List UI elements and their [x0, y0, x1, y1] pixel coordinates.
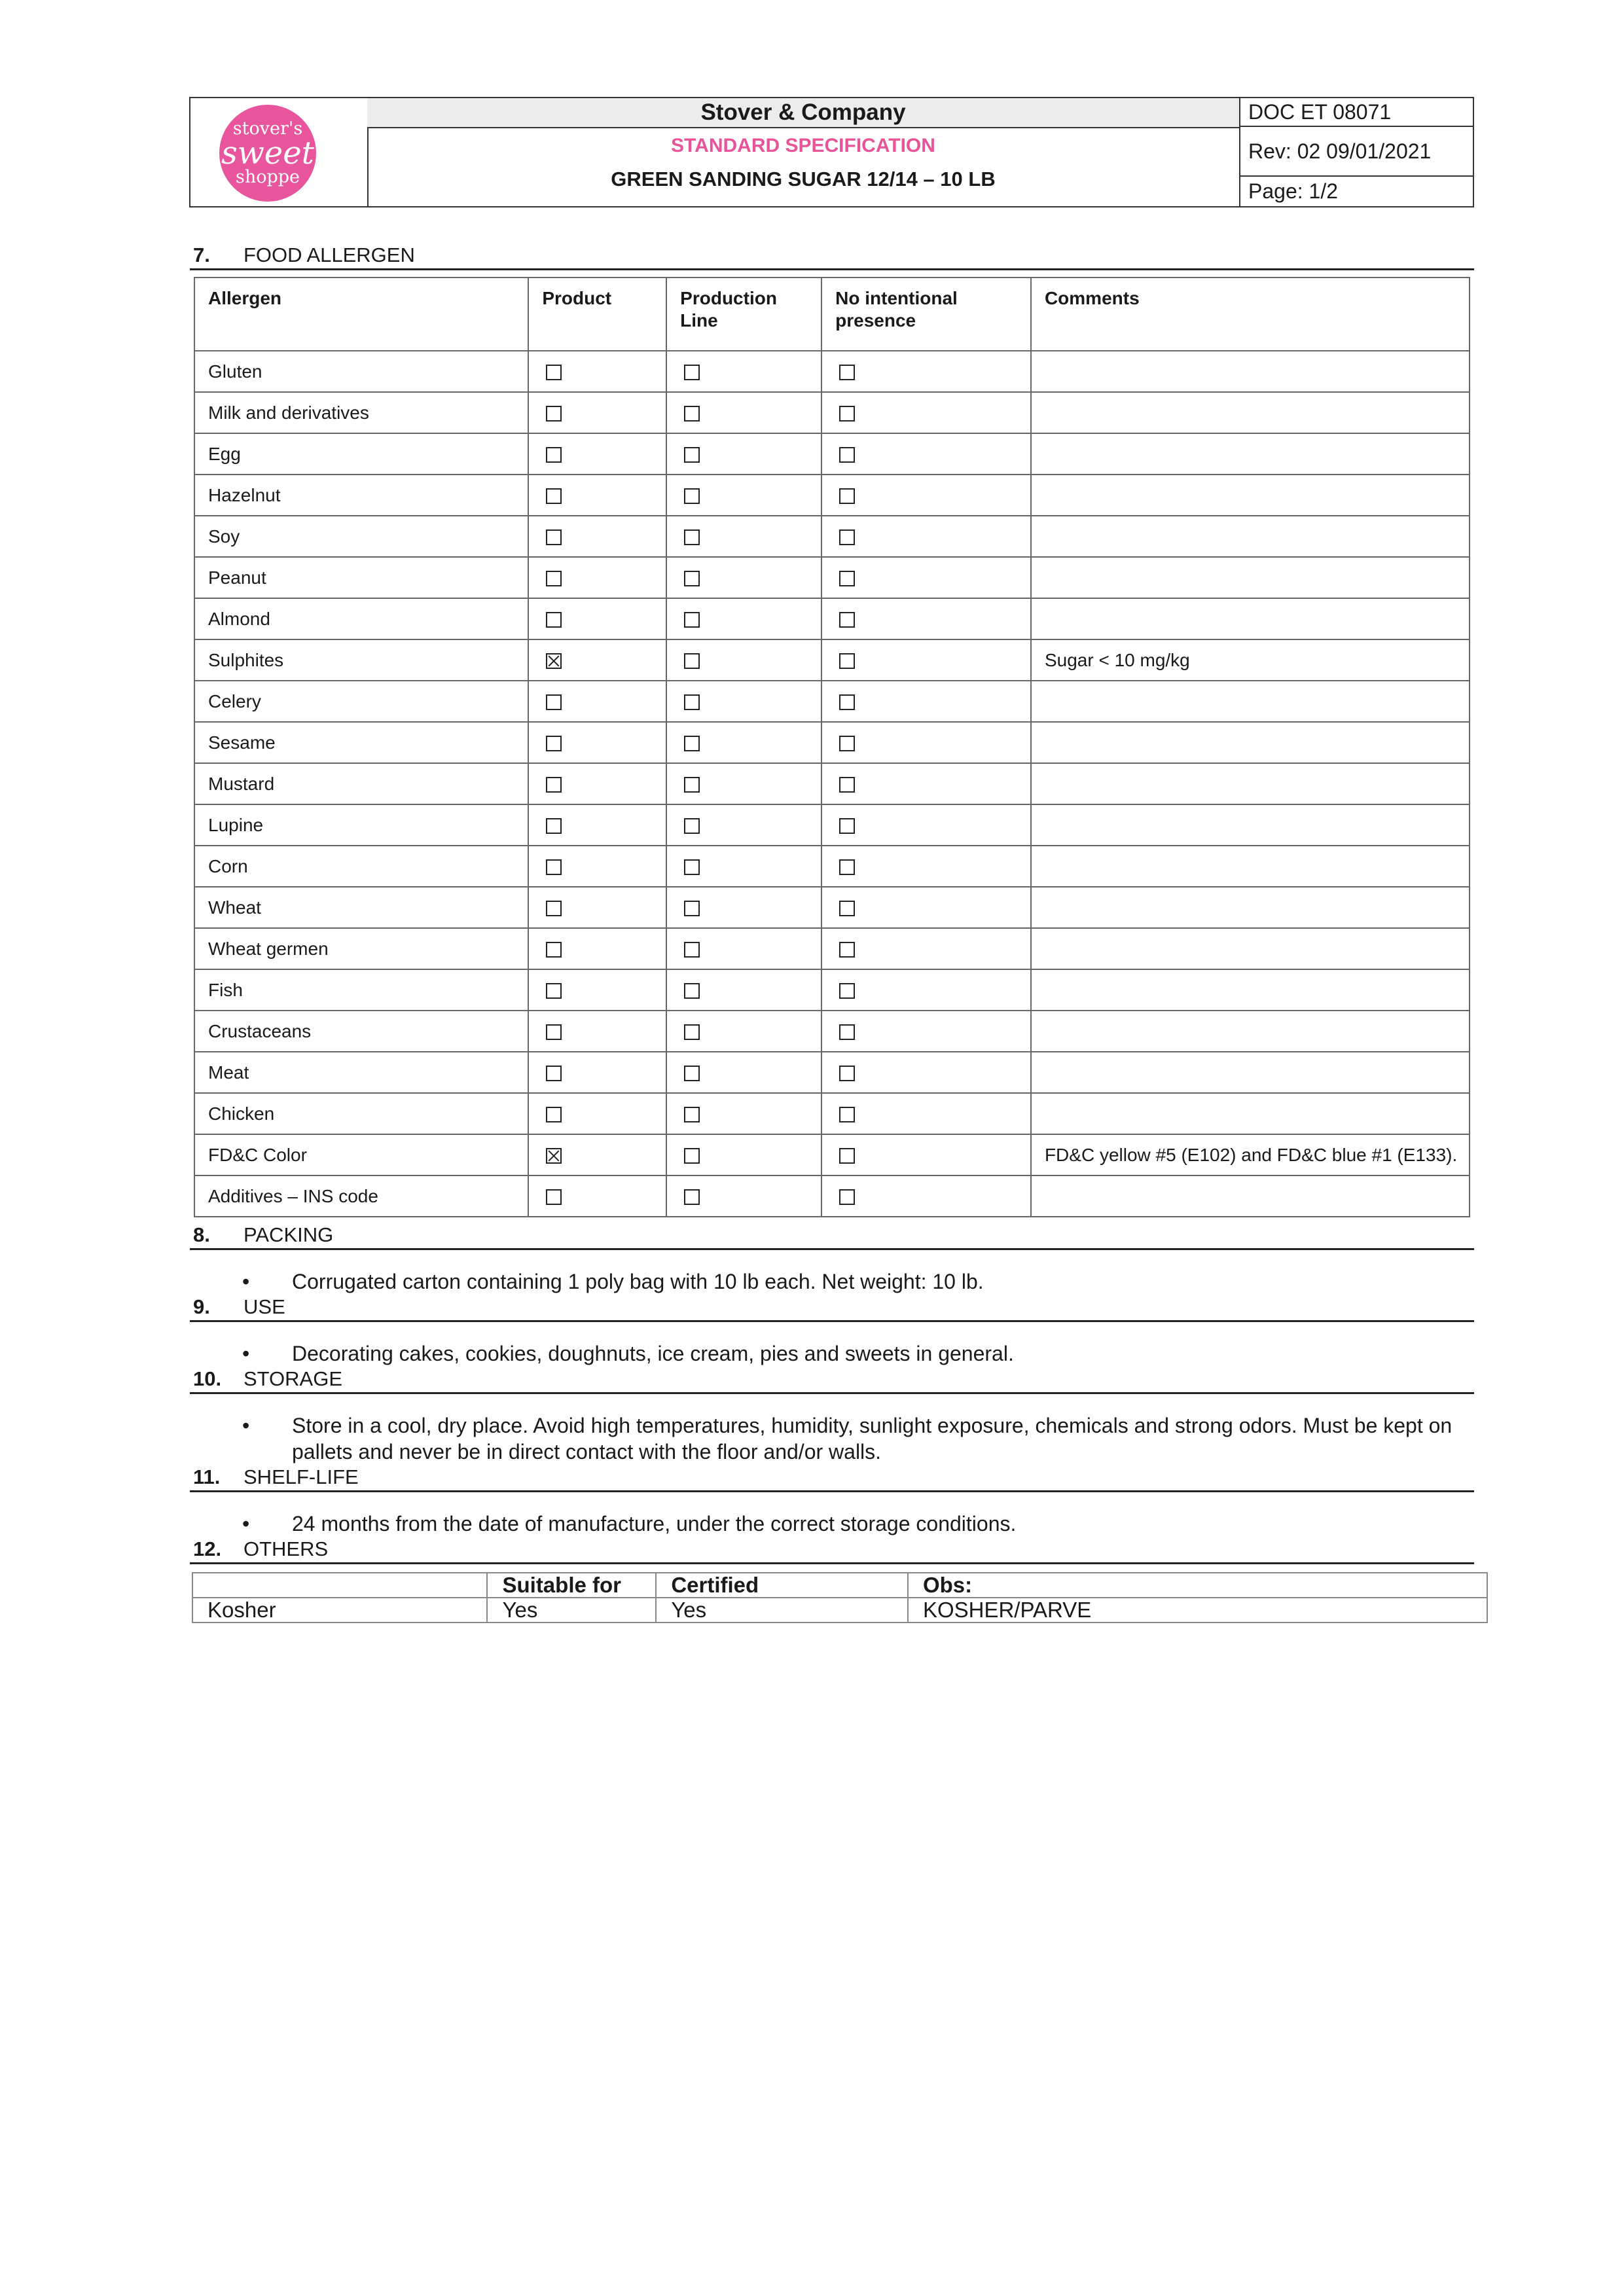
production-line-cell	[666, 1175, 821, 1217]
product-cell	[528, 639, 666, 681]
production-line-checkbox-unchecked[interactable]	[684, 571, 700, 586]
section-heading-storage	[190, 1367, 1474, 1394]
allergen-row	[194, 1011, 1470, 1052]
no-intentional-presence-cell	[821, 763, 1031, 804]
packing-bullet	[242, 1268, 1473, 1295]
allergen-comment	[1031, 681, 1470, 722]
product-cell	[528, 598, 666, 639]
allergen-comment	[1031, 887, 1470, 928]
no-intentional-presence-checkbox-unchecked[interactable]	[839, 736, 855, 751]
allergen-row	[194, 1134, 1470, 1175]
production-line-checkbox-unchecked[interactable]	[684, 983, 700, 999]
section-title: USE	[244, 1295, 285, 1318]
allergen-comment	[1031, 763, 1470, 804]
section-title: SHELF-LIFE	[244, 1465, 359, 1488]
bullet-glyph: •	[242, 1414, 250, 1437]
allergen-row	[194, 722, 1470, 763]
allergen-name: Sulphites	[194, 639, 528, 681]
production-line-cell	[666, 722, 821, 763]
header-comments: Comments	[1031, 278, 1470, 351]
section-number: 12.	[193, 1537, 222, 1560]
allergen-row	[194, 1093, 1470, 1134]
production-line-checkbox-unchecked[interactable]	[684, 488, 700, 504]
product-checkbox-unchecked[interactable]	[546, 571, 562, 586]
no-intentional-presence-cell	[821, 639, 1031, 681]
allergen-comment	[1031, 1052, 1470, 1093]
allergen-row	[194, 598, 1470, 639]
production-line-checkbox-unchecked[interactable]	[684, 1066, 700, 1081]
no-intentional-presence-checkbox-unchecked[interactable]	[839, 694, 855, 710]
production-line-cell	[666, 969, 821, 1011]
product-name: GREEN SANDING SUGAR 12/14 – 10 LB	[611, 168, 996, 190]
product-cell	[528, 1093, 666, 1134]
others-header-row	[192, 1573, 1487, 1598]
allergen-name: Lupine	[194, 804, 528, 846]
product-cell	[528, 681, 666, 722]
shelf-life-bullet	[242, 1511, 1473, 1537]
product-checkbox-checked[interactable]	[546, 1148, 562, 1164]
product-cell	[528, 1011, 666, 1052]
allergen-row	[194, 557, 1470, 598]
others-header-suitable: Suitable for	[487, 1573, 656, 1598]
allergen-row	[194, 1052, 1470, 1093]
no-intentional-presence-cell	[821, 681, 1031, 722]
allergen-name: Peanut	[194, 557, 528, 598]
product-checkbox-unchecked[interactable]	[546, 365, 562, 380]
no-intentional-presence-checkbox-unchecked[interactable]	[839, 1107, 855, 1122]
allergen-comment: FD&C yellow #5 (E102) and FD&C blue #1 (E133).	[1031, 1134, 1470, 1175]
product-cell	[528, 475, 666, 516]
no-intentional-presence-cell	[821, 846, 1031, 887]
product-cell	[528, 887, 666, 928]
product-cell	[528, 433, 666, 475]
no-intentional-presence-checkbox-unchecked[interactable]	[839, 1024, 855, 1040]
production-line-cell	[666, 557, 821, 598]
allergen-comment	[1031, 475, 1470, 516]
no-intentional-presence-cell	[821, 804, 1031, 846]
storage-bullet	[242, 1412, 1473, 1465]
allergen-row	[194, 433, 1470, 475]
allergen-row	[194, 928, 1470, 969]
product-checkbox-unchecked[interactable]	[546, 529, 562, 545]
production-line-checkbox-unchecked[interactable]	[684, 447, 700, 463]
product-checkbox-unchecked[interactable]	[546, 488, 562, 504]
no-intentional-presence-checkbox-unchecked[interactable]	[839, 777, 855, 793]
allergen-row	[194, 351, 1470, 392]
production-line-checkbox-unchecked[interactable]	[684, 529, 700, 545]
spec-label: STANDARD SPECIFICATION	[671, 135, 935, 156]
product-checkbox-unchecked[interactable]	[546, 1107, 562, 1122]
product-cell	[528, 846, 666, 887]
allergen-name: Wheat germen	[194, 928, 528, 969]
others-cell-obs: KOSHER/PARVE	[908, 1598, 1487, 1623]
production-line-cell	[666, 887, 821, 928]
product-cell	[528, 1175, 666, 1217]
no-intentional-presence-checkbox-unchecked[interactable]	[839, 901, 855, 916]
no-intentional-presence-checkbox-unchecked[interactable]	[839, 859, 855, 875]
product-cell	[528, 763, 666, 804]
product-checkbox-unchecked[interactable]	[546, 777, 562, 793]
production-line-checkbox-unchecked[interactable]	[684, 1189, 700, 1205]
production-line-cell	[666, 763, 821, 804]
production-line-checkbox-unchecked[interactable]	[684, 1148, 700, 1164]
logo-line-2: sweet	[221, 135, 314, 171]
production-line-checkbox-unchecked[interactable]	[684, 901, 700, 916]
no-intentional-presence-cell	[821, 887, 1031, 928]
product-checkbox-unchecked[interactable]	[546, 901, 562, 916]
no-intentional-presence-cell	[821, 969, 1031, 1011]
no-intentional-presence-cell	[821, 516, 1031, 557]
allergen-row	[194, 887, 1470, 928]
bullet-glyph: •	[242, 1342, 250, 1365]
no-intentional-presence-cell	[821, 1134, 1031, 1175]
production-line-cell	[666, 804, 821, 846]
company-name: Stover & Company	[367, 98, 1239, 128]
production-line-cell	[666, 928, 821, 969]
use-bullet	[242, 1340, 1473, 1367]
bullet-glyph: •	[242, 1270, 250, 1293]
product-cell	[528, 516, 666, 557]
allergen-comment	[1031, 1011, 1470, 1052]
no-intentional-presence-checkbox-unchecked[interactable]	[839, 653, 855, 669]
production-line-cell	[666, 1134, 821, 1175]
no-intentional-presence-checkbox-unchecked[interactable]	[839, 942, 855, 958]
no-intentional-presence-checkbox-unchecked[interactable]	[839, 488, 855, 504]
no-intentional-presence-checkbox-unchecked[interactable]	[839, 818, 855, 834]
revision: Rev: 02 09/01/2021	[1239, 127, 1473, 177]
no-intentional-presence-cell	[821, 475, 1031, 516]
product-cell	[528, 351, 666, 392]
production-line-cell	[666, 681, 821, 722]
allergen-comment	[1031, 846, 1470, 887]
no-intentional-presence-checkbox-unchecked[interactable]	[839, 406, 855, 422]
allergen-name: Additives – INS code	[194, 1175, 528, 1217]
allergen-comment	[1031, 928, 1470, 969]
production-line-checkbox-unchecked[interactable]	[684, 1107, 700, 1122]
others-cell-name: Kosher	[192, 1598, 487, 1623]
no-intentional-presence-cell	[821, 722, 1031, 763]
production-line-cell	[666, 433, 821, 475]
allergen-name: Celery	[194, 681, 528, 722]
no-intentional-presence-checkbox-unchecked[interactable]	[839, 447, 855, 463]
others-table	[192, 1572, 1488, 1623]
section-title: STORAGE	[244, 1367, 343, 1390]
allergen-name: FD&C Color	[194, 1134, 528, 1175]
allergen-row	[194, 1175, 1470, 1217]
product-cell	[528, 969, 666, 1011]
section-heading-packing	[190, 1223, 1474, 1250]
document-header	[189, 97, 1474, 207]
allergen-name: Crustaceans	[194, 1011, 528, 1052]
allergen-name: Mustard	[194, 763, 528, 804]
no-intentional-presence-checkbox-unchecked[interactable]	[839, 1148, 855, 1164]
allergen-row	[194, 804, 1470, 846]
allergen-name: Gluten	[194, 351, 528, 392]
production-line-checkbox-unchecked[interactable]	[684, 653, 700, 669]
section-number: 8.	[193, 1223, 210, 1246]
no-intentional-presence-cell	[821, 1093, 1031, 1134]
product-checkbox-checked[interactable]	[546, 653, 562, 669]
allergen-name: Wheat	[194, 887, 528, 928]
bullet-text: Decorating cakes, cookies, doughnuts, ice cream, pies and sweets in general.	[292, 1342, 1014, 1365]
logo-cell	[190, 98, 369, 206]
others-header-cell	[192, 1573, 487, 1598]
no-intentional-presence-cell	[821, 1011, 1031, 1052]
logo-line-3: shoppe	[235, 167, 300, 187]
product-cell	[528, 928, 666, 969]
product-checkbox-unchecked[interactable]	[546, 983, 562, 999]
production-line-cell	[666, 846, 821, 887]
header-title-cell	[367, 98, 1240, 206]
product-cell	[528, 722, 666, 763]
product-checkbox-unchecked[interactable]	[546, 612, 562, 628]
product-checkbox-unchecked[interactable]	[546, 736, 562, 751]
allergen-comment	[1031, 969, 1470, 1011]
no-intentional-presence-cell	[821, 928, 1031, 969]
bullet-text: 24 months from the date of manufacture, under the correct storage conditions.	[292, 1512, 1017, 1535]
brand-logo	[219, 105, 316, 202]
allergen-name: Soy	[194, 516, 528, 557]
no-intentional-presence-cell	[821, 598, 1031, 639]
doc-number: DOC ET 08071	[1239, 98, 1473, 127]
section-heading-shelf-life	[190, 1465, 1474, 1492]
product-cell	[528, 557, 666, 598]
production-line-checkbox-unchecked[interactable]	[684, 406, 700, 422]
production-line-checkbox-unchecked[interactable]	[684, 942, 700, 958]
production-line-checkbox-unchecked[interactable]	[684, 365, 700, 380]
allergen-name: Corn	[194, 846, 528, 887]
product-checkbox-unchecked[interactable]	[546, 859, 562, 875]
bullet-glyph: •	[242, 1512, 250, 1535]
others-row-kosher	[192, 1598, 1487, 1623]
allergen-row	[194, 846, 1470, 887]
allergen-name: Fish	[194, 969, 528, 1011]
product-checkbox-unchecked[interactable]	[546, 1024, 562, 1040]
others-cell-certified: Yes	[656, 1598, 908, 1623]
bullet-text: Corrugated carton containing 1 poly bag with 10 lb each. Net weight: 10 lb.	[292, 1270, 984, 1293]
production-line-checkbox-unchecked[interactable]	[684, 818, 700, 834]
product-cell	[528, 804, 666, 846]
production-line-cell	[666, 639, 821, 681]
section-heading-allergen	[190, 243, 1474, 270]
no-intentional-presence-checkbox-unchecked[interactable]	[839, 1066, 855, 1081]
no-intentional-presence-cell	[821, 1175, 1031, 1217]
section-heading-others	[190, 1537, 1474, 1564]
production-line-checkbox-unchecked[interactable]	[684, 736, 700, 751]
product-cell	[528, 392, 666, 433]
allergen-row	[194, 969, 1470, 1011]
allergen-comment	[1031, 516, 1470, 557]
no-intentional-presence-checkbox-unchecked[interactable]	[839, 571, 855, 586]
page-number: Page: 1/2	[1248, 179, 1338, 203]
allergen-row	[194, 639, 1470, 681]
product-checkbox-unchecked[interactable]	[546, 447, 562, 463]
header-production-line: Production Line	[666, 278, 821, 351]
production-line-cell	[666, 351, 821, 392]
allergen-row	[194, 475, 1470, 516]
section-number: 7.	[193, 243, 210, 266]
header-no-intentional-presence: No intentional presence	[821, 278, 1031, 351]
no-intentional-presence-checkbox-unchecked[interactable]	[839, 612, 855, 628]
no-intentional-presence-cell	[821, 433, 1031, 475]
product-cell	[528, 1052, 666, 1093]
others-header-obs: Obs:	[908, 1573, 1487, 1598]
production-line-checkbox-unchecked[interactable]	[684, 612, 700, 628]
allergen-name: Milk and derivatives	[194, 392, 528, 433]
production-line-checkbox-unchecked[interactable]	[684, 694, 700, 710]
production-line-cell	[666, 1011, 821, 1052]
allergen-comment	[1031, 433, 1470, 475]
product-checkbox-unchecked[interactable]	[546, 1189, 562, 1205]
allergen-row	[194, 516, 1470, 557]
no-intentional-presence-checkbox-unchecked[interactable]	[839, 983, 855, 999]
section-number: 11.	[193, 1465, 221, 1488]
allergen-table	[194, 277, 1470, 1217]
no-intentional-presence-cell	[821, 351, 1031, 392]
no-intentional-presence-checkbox-unchecked[interactable]	[839, 1189, 855, 1205]
section-number: 9.	[193, 1295, 210, 1318]
no-intentional-presence-cell	[821, 1052, 1031, 1093]
allergen-comment	[1031, 351, 1470, 392]
product-checkbox-unchecked[interactable]	[546, 1066, 562, 1081]
production-line-cell	[666, 1093, 821, 1134]
no-intentional-presence-checkbox-unchecked[interactable]	[839, 529, 855, 545]
production-line-checkbox-unchecked[interactable]	[684, 777, 700, 793]
no-intentional-presence-checkbox-unchecked[interactable]	[839, 365, 855, 380]
production-line-cell	[666, 475, 821, 516]
production-line-cell	[666, 1052, 821, 1093]
section-title: FOOD ALLERGEN	[244, 243, 415, 266]
allergen-row	[194, 763, 1470, 804]
header-allergen: Allergen	[194, 278, 528, 351]
allergen-header-row	[194, 278, 1470, 351]
product-checkbox-unchecked[interactable]	[546, 694, 562, 710]
header-meta-cell	[1239, 98, 1473, 206]
bullet-text: Store in a cool, dry place. Avoid high temperatures, humidity, sunlight exposure, chemicals and strong odors. Must be kept on pallets and never be in direct contact with the floor and/or walls.	[292, 1414, 1453, 1463]
allergen-comment	[1031, 722, 1470, 763]
allergen-comment	[1031, 1175, 1470, 1217]
production-line-cell	[666, 392, 821, 433]
allergen-comment	[1031, 392, 1470, 433]
allergen-comment	[1031, 804, 1470, 846]
section-title: PACKING	[244, 1223, 334, 1246]
no-intentional-presence-cell	[821, 392, 1031, 433]
section-heading-use	[190, 1295, 1474, 1322]
allergen-row	[194, 392, 1470, 433]
section-number: 10.	[193, 1367, 222, 1390]
allergen-name: Meat	[194, 1052, 528, 1093]
section-title: OTHERS	[244, 1537, 329, 1560]
allergen-name: Chicken	[194, 1093, 528, 1134]
allergen-name: Sesame	[194, 722, 528, 763]
production-line-checkbox-unchecked[interactable]	[684, 859, 700, 875]
product-cell	[528, 1134, 666, 1175]
allergen-comment	[1031, 598, 1470, 639]
production-line-cell	[666, 598, 821, 639]
others-cell-suitable: Yes	[487, 1598, 656, 1623]
allergen-name: Almond	[194, 598, 528, 639]
header-product: Product	[528, 278, 666, 351]
allergen-row	[194, 681, 1470, 722]
allergen-name: Hazelnut	[194, 475, 528, 516]
allergen-name: Egg	[194, 433, 528, 475]
production-line-checkbox-unchecked[interactable]	[684, 1024, 700, 1040]
production-line-cell	[666, 516, 821, 557]
no-intentional-presence-cell	[821, 557, 1031, 598]
logo-line-1: stover's	[232, 118, 303, 139]
product-checkbox-unchecked[interactable]	[546, 818, 562, 834]
allergen-comment: Sugar < 10 mg/kg	[1031, 639, 1470, 681]
allergen-comment	[1031, 557, 1470, 598]
product-checkbox-unchecked[interactable]	[546, 942, 562, 958]
product-checkbox-unchecked[interactable]	[546, 406, 562, 422]
others-header-certified: Certified	[656, 1573, 908, 1598]
allergen-comment	[1031, 1093, 1470, 1134]
